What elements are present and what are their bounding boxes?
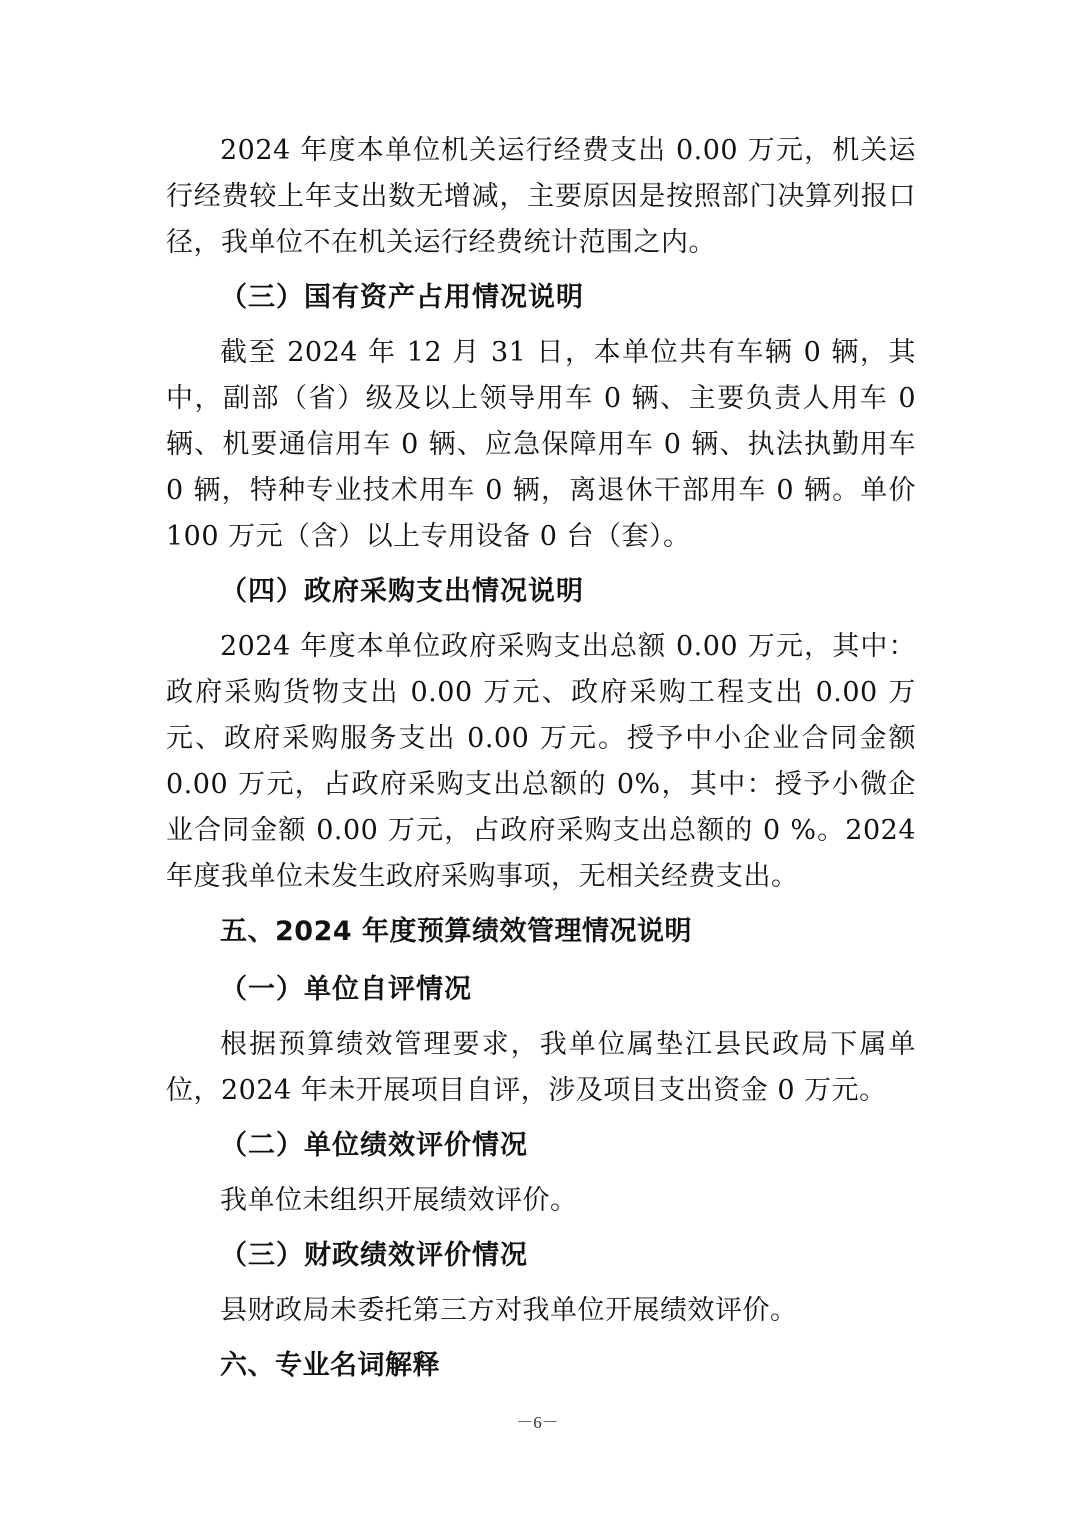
heading-state-assets: （三）国有资产占用情况说明 (220, 282, 584, 313)
paragraph-fiscal-evaluation: 县财政局未委托第三方对我单位开展绩效评价。 (220, 1295, 798, 1326)
paragraph-self-evaluation: 根据预算绩效管理要求，我单位属垫江县民政局下属单位，2024 年未开展项目自评，涉及项目支出资金 0 万元。 (166, 1029, 916, 1106)
page-number: －6－ (516, 1413, 559, 1432)
page-content (166, 128, 916, 1392)
heading-procurement: （四）政府采购支出情况说明 (220, 576, 584, 607)
heading-unit-evaluation: （二）单位绩效评价情况 (220, 1130, 528, 1161)
paragraph-procurement: 2024 年度本单位政府采购支出总额 0.00 万元，其中：政府采购货物支出 0.00 万元、政府采购工程支出 0.00 万元、政府采购服务支出 0.00 万元。授予中小企业合同金额 0.00 万元，占政府采购支出总额的 0%，其中：授予小微企业合同金额 0.00 万元，占政府采购支出总额的 0 %。2024 年度我单位未发生政府采购事项，无相关经费支出。 (166, 631, 916, 892)
heading-section-5: 五、2024 年度预算绩效管理情况说明 (220, 916, 693, 947)
paragraph-state-assets: 截至 2024 年 12 月 31 日，本单位共有车辆 0 辆，其中，副部（省）级及以上领导用车 0 辆、主要负责人用车 0 辆、机要通信用车 0 辆、应急保障用车 0 辆、执法执勤用车 0 辆，特种专业技术用车 0 辆，离退休干部用车 0 辆。单价 100 万元（含）以上专用设备 0 台（套）。 (166, 337, 916, 552)
heading-section-6: 六、专业名词解释 (220, 1350, 440, 1381)
paragraph-operating-expenses: 2024 年度本单位机关运行经费支出 0.00 万元，机关运行经费较上年支出数无增减，主要原因是按照部门决算列报口径，我单位不在机关运行经费统计范围之内。 (166, 135, 916, 258)
heading-self-evaluation: （一）单位自评情况 (220, 974, 472, 1005)
paragraph-unit-evaluation: 我单位未组织开展绩效评价。 (220, 1185, 578, 1216)
heading-fiscal-evaluation: （三）财政绩效评价情况 (220, 1240, 528, 1271)
